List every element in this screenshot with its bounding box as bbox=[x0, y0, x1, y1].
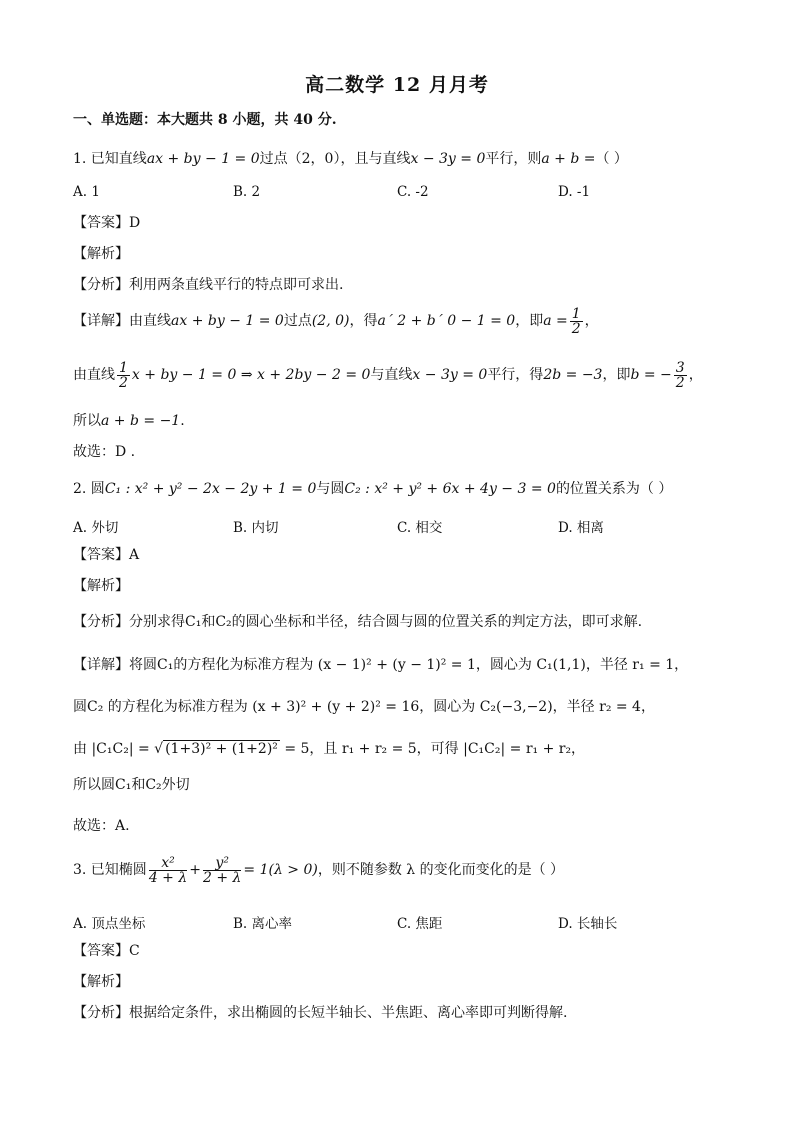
q3-frac-2 bbox=[203, 856, 241, 885]
q2-d3-text2: = 5，且 r₁ + r₂ = 5，可得 |C₁C₂| = r₁ + r₂， bbox=[279, 741, 586, 757]
q1-paren: （ ） bbox=[595, 151, 628, 167]
q1-expr: a + b = bbox=[541, 151, 596, 167]
q1-detail-text2: 过点 bbox=[283, 313, 312, 329]
q3-stem-eq: = 1(λ > 0) bbox=[243, 862, 318, 878]
q2-detail-1: 【详解】将圆C₁的方程化为标准方程为 (x − 1)² + (y − 1)² = 1，圆心为 C₁(1,1)，半径 r₁ = 1， bbox=[73, 657, 689, 673]
q1-answer: 【答案】D bbox=[73, 215, 141, 231]
q3-option-c: C. 焦距 bbox=[397, 916, 443, 932]
q1-d2-line: x − 3y = 0 bbox=[412, 367, 488, 383]
q1-detail-text3: ，得 bbox=[349, 313, 378, 329]
q1-detail-text4: ，即 bbox=[515, 313, 544, 329]
q1-detail-frac bbox=[570, 307, 583, 336]
q1-detail-a-eq: a = bbox=[543, 313, 568, 329]
q1-choose: 故选：D . bbox=[73, 444, 136, 460]
frac-den: 2 + λ bbox=[202, 869, 242, 886]
q1-stem bbox=[73, 150, 628, 168]
q3-stem-text: 3. 已知椭圆 bbox=[73, 862, 147, 878]
q1-d2-text3: 平行，得 bbox=[487, 367, 544, 383]
q2-detail-4: 所以圆C₁和C₂外切 bbox=[73, 777, 190, 793]
q1-option-b: B. 2 bbox=[233, 184, 261, 200]
q2-option-a: A. 外切 bbox=[73, 520, 119, 536]
q1-detail-line: ax + by − 1 = 0 bbox=[171, 313, 284, 329]
q3-stem bbox=[73, 852, 564, 888]
q1-stem-text3: 平行，则 bbox=[485, 151, 542, 167]
q1-d2-eq2: 2b = −3 bbox=[543, 367, 603, 383]
frac-num: x² bbox=[149, 856, 187, 871]
q2-fenxi: 【分析】分别求得C₁和C₂的圆心坐标和半径，结合圆与圆的位置关系的判定方法，即可求解. bbox=[73, 614, 643, 630]
q1-option-a: A. 1 bbox=[73, 184, 100, 200]
q2-answer: 【答案】A bbox=[73, 547, 140, 563]
page-title: 高二数学 12 月月考 bbox=[305, 74, 489, 96]
q1-detail-eq: a´ 2 + b´ 0 − 1 = 0 bbox=[377, 313, 516, 329]
q1-d2-end: ， bbox=[688, 367, 703, 383]
q1-d2-beq: b = − bbox=[630, 367, 672, 383]
q1-stem-text2: 过点（2，0），且与直线 bbox=[259, 151, 411, 167]
q1-analysis-tag: 【解析】 bbox=[73, 246, 129, 262]
q1-so-eq: a + b = −1 bbox=[101, 413, 181, 429]
frac-den: 2 bbox=[119, 374, 128, 391]
frac-num: y² bbox=[203, 856, 241, 871]
q1-d2-text: 由直线 bbox=[73, 367, 115, 383]
q2-circle2: C₂ : x² + y² + 6x + 4y − 3 = 0 bbox=[344, 481, 556, 497]
section-heading: 一、单选题：本大题共 8 小题，共 40 分. bbox=[73, 112, 337, 128]
q2-detail-2: 圆C₂ 的方程化为标准方程为 (x + 3)² + (y + 2)² = 16，圆心为 C₂(−3,−2)，半径 r₂ = 4， bbox=[73, 699, 655, 715]
q2-detail-3: 由 |C₁C₂| = √ (1+3)² + (1+2)² = 5，且 r₁ + r₂ = 5，可得 |C₁C₂| = r₁ + r₂， bbox=[73, 741, 586, 757]
frac-num: 3 bbox=[675, 359, 685, 376]
q2-stem-text2: 与圆 bbox=[316, 481, 345, 497]
q2-analysis-tag: 【解析】 bbox=[73, 578, 129, 594]
q1-d2-text2: 与直线 bbox=[370, 367, 413, 383]
frac-num: 1 bbox=[571, 305, 581, 322]
q1-stem-text: 1. 已知直线 bbox=[73, 151, 147, 167]
q2-option-b: B. 内切 bbox=[233, 520, 279, 536]
frac-den: 2 bbox=[675, 374, 685, 391]
q1-d2-frac2 bbox=[674, 361, 687, 390]
q2-circle1: C₁ : x² + y² − 2x − 2y + 1 = 0 bbox=[104, 481, 317, 497]
q1-line2: x − 3y = 0 bbox=[410, 151, 486, 167]
q1-option-c: C. -2 bbox=[397, 184, 429, 200]
q3-fenxi: 【分析】根据给定条件，求出椭圆的长短半轴长、半焦距、离心率即可判断得解. bbox=[73, 1005, 568, 1021]
q3-plus: + bbox=[189, 862, 201, 878]
q1-d2-eq: x + by − 1 = 0 ⇒ x + 2by − 2 = 0 bbox=[131, 367, 371, 383]
q2-option-c: C. 相交 bbox=[397, 520, 443, 536]
q2-option-d: D. 相离 bbox=[558, 520, 604, 536]
q2-d3-text: 由 |C₁C₂| = bbox=[73, 741, 155, 757]
q3-option-d: D. 长轴长 bbox=[558, 916, 618, 932]
q1-detail-point: (2, 0) bbox=[311, 313, 350, 329]
q1-conclusion bbox=[73, 412, 185, 430]
q2-choose: 故选：A. bbox=[73, 818, 130, 834]
q3-frac-1 bbox=[149, 856, 187, 885]
q3-option-b: B. 离心率 bbox=[233, 916, 293, 932]
q1-so-end: . bbox=[180, 413, 185, 429]
q1-detail-1: 【详解】由直线ax + by − 1 = 0过点(2, 0)，得a´ 2 + b´ 0 − 1 = 0，即a = $\frac{1}{2}$ ， bbox=[73, 305, 599, 337]
q1-d2-frac bbox=[117, 361, 130, 390]
q2-d3-sqrt: (1+3)² + (1+2)² bbox=[165, 741, 278, 757]
q1-d2-text4: ，即 bbox=[602, 367, 631, 383]
q1-detail-text: 【详解】由直线 bbox=[73, 313, 171, 329]
frac-den: 2 bbox=[571, 320, 581, 337]
q2-stem bbox=[73, 480, 672, 498]
q1-detail-2 bbox=[73, 360, 703, 390]
q3-analysis-tag: 【解析】 bbox=[73, 974, 129, 990]
frac-num: 1 bbox=[119, 359, 128, 376]
q3-option-a: A. 顶点坐标 bbox=[73, 916, 146, 932]
q3-stem-text2: ，则不随参数 λ 的变化而变化的是（ ） bbox=[317, 862, 565, 878]
frac-den: 4 + λ bbox=[148, 869, 188, 886]
q1-line1: ax + by − 1 = 0 bbox=[146, 151, 260, 167]
q2-stem-text: 2. 圆 bbox=[73, 481, 105, 497]
q1-so-text: 所以 bbox=[73, 413, 101, 429]
q3-answer: 【答案】C bbox=[73, 943, 140, 959]
q2-stem-text3: 的位置关系为（ ） bbox=[555, 481, 673, 497]
q1-option-d: D. -1 bbox=[558, 184, 591, 200]
q1-fenxi: 【分析】利用两条直线平行的特点即可求出. bbox=[73, 277, 344, 293]
